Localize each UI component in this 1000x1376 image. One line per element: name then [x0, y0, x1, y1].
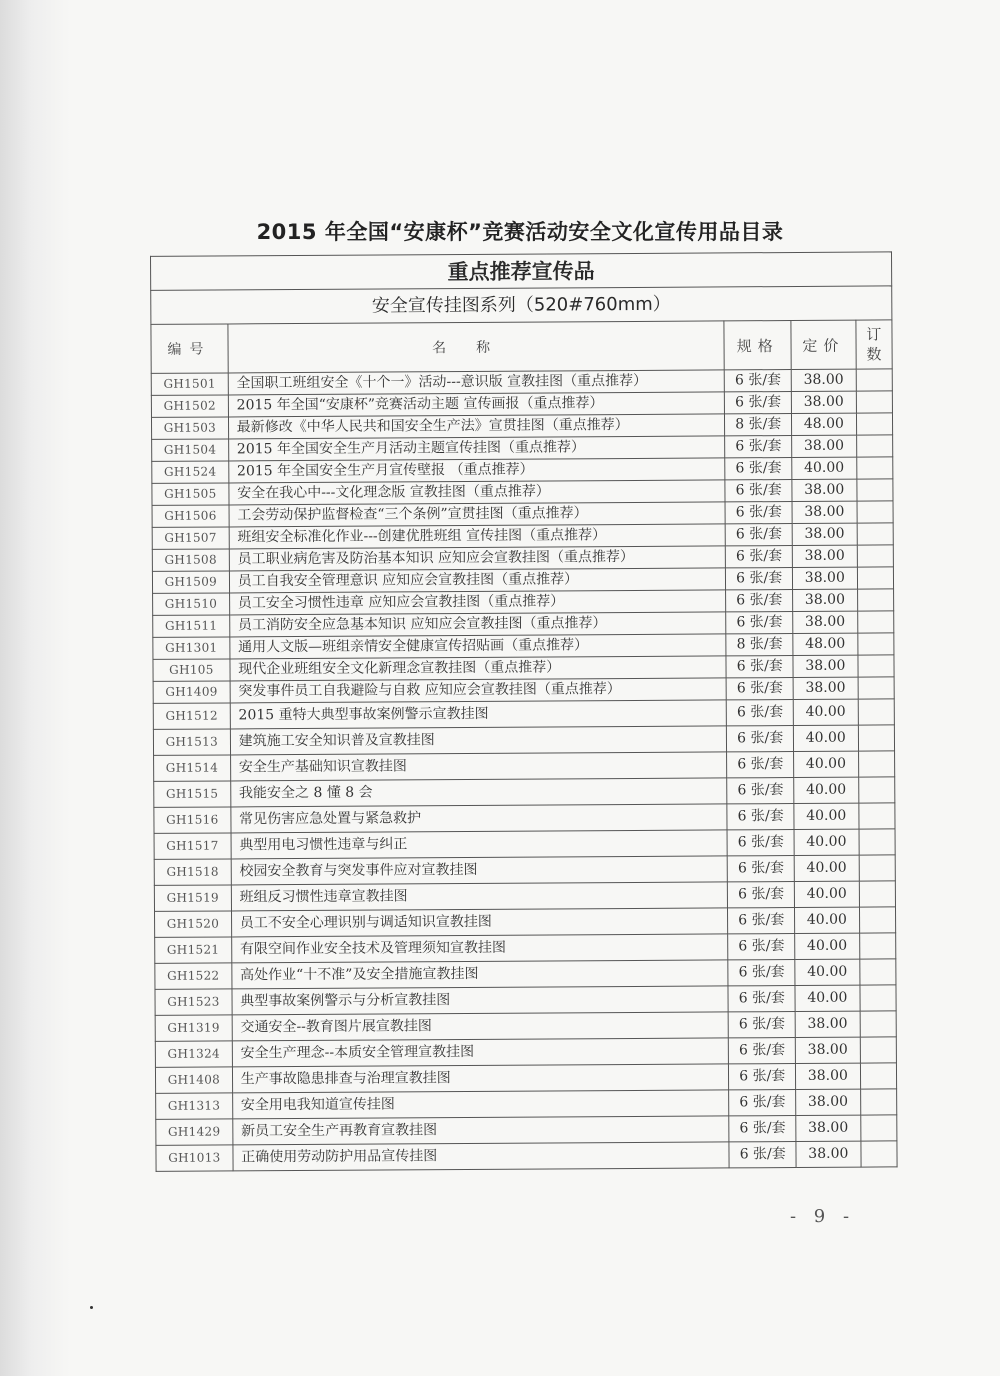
row-qty — [856, 369, 892, 391]
series-title: 安全宣传挂图系列（520#760mm） — [150, 285, 892, 324]
row-code: GH1517 — [154, 833, 231, 859]
row-price: 40.00 — [792, 457, 857, 479]
table-header-row — [151, 320, 892, 374]
row-price: 40.00 — [794, 751, 859, 777]
row-code: GH1513 — [153, 729, 230, 755]
row-qty — [858, 803, 895, 829]
row-name: 班组反习惯性违章宣教挂图 — [231, 882, 728, 911]
row-qty — [857, 479, 893, 501]
row-price: 40.00 — [793, 725, 858, 751]
row-code: GH1408 — [155, 1067, 232, 1093]
row-name: 现代企业班组安全文化新理念宣教挂图（重点推荐） — [230, 656, 727, 681]
row-spec: 6 张/套 — [725, 458, 792, 480]
row-price: 40.00 — [795, 907, 860, 933]
row-code: GH1013 — [156, 1145, 233, 1171]
row-name: 2015 年全国安全生产月活动主题宣传挂图（重点推荐） — [228, 436, 725, 461]
header-price: 定价 — [791, 320, 856, 369]
row-code: GH1507 — [152, 527, 229, 549]
row-price: 38.00 — [792, 523, 857, 545]
row-qty — [859, 907, 896, 933]
row-code: GH1313 — [156, 1093, 233, 1119]
row-qty — [860, 985, 897, 1011]
row-code: GH1524 — [152, 461, 229, 483]
row-name: 最新修改《中华人民共和国安全生产法》宣贯挂图（重点推荐） — [228, 414, 725, 439]
row-spec: 6 张/套 — [728, 856, 795, 882]
row-price: 40.00 — [793, 699, 858, 725]
row-spec: 8 张/套 — [726, 634, 793, 656]
row-price: 38.00 — [792, 501, 857, 523]
row-qty — [859, 959, 896, 985]
scan-speck — [90, 1306, 93, 1309]
row-price: 38.00 — [792, 567, 857, 589]
row-qty — [857, 567, 893, 589]
row-price: 40.00 — [795, 985, 860, 1011]
row-qty — [858, 725, 895, 751]
row-price: 38.00 — [791, 369, 856, 391]
row-spec: 6 张/套 — [727, 804, 794, 830]
row-spec: 6 张/套 — [728, 882, 795, 908]
page-number: - 9 - — [790, 1206, 856, 1227]
header-code: 编号 — [151, 324, 228, 373]
row-spec: 6 张/套 — [726, 656, 793, 678]
scan-edge-shadow — [0, 0, 70, 1376]
header-name: 名称 — [228, 321, 725, 373]
row-name: 正确使用劳动防护用品宣传挂图 — [233, 1142, 730, 1171]
row-code: GH1519 — [154, 885, 231, 911]
row-code: GH1505 — [152, 483, 229, 505]
row-name: 员工自我安全管理意识 应知应会宣教挂图（重点推荐） — [229, 568, 726, 593]
row-price: 38.00 — [796, 1115, 861, 1141]
row-price: 38.00 — [792, 435, 857, 457]
row-qty — [856, 413, 892, 435]
row-qty — [856, 457, 892, 479]
row-code: GH1506 — [152, 505, 229, 527]
header-spec: 规格 — [724, 321, 791, 370]
row-code: GH1512 — [153, 703, 230, 729]
row-qty — [858, 677, 894, 699]
row-spec: 6 张/套 — [726, 546, 793, 568]
row-price: 40.00 — [794, 881, 859, 907]
row-name: 全国职工班组安全《十个一》活动---意识版 宣教挂图（重点推荐） — [228, 370, 725, 395]
row-name: 2015 重特大典型事故案例警示宣教挂图 — [230, 700, 727, 729]
row-qty — [858, 655, 894, 677]
row-name: 安全用电我知道宣传挂图 — [232, 1090, 729, 1119]
row-qty — [856, 435, 892, 457]
row-price: 38.00 — [793, 611, 858, 633]
row-name: 我能安全之 8 懂 8 会 — [230, 778, 727, 807]
row-spec: 6 张/套 — [728, 960, 795, 986]
row-name: 安全在我心中---文化理念版 宣教挂图（重点推荐） — [229, 480, 726, 505]
row-name: 新员工安全生产再教育宣教挂图 — [232, 1116, 729, 1145]
row-spec: 6 张/套 — [725, 392, 792, 414]
row-name: 员工不安全心理识别与调适知识宣教挂图 — [231, 908, 728, 937]
row-spec: 6 张/套 — [728, 986, 795, 1012]
row-spec: 6 张/套 — [727, 726, 794, 752]
row-code: GH1409 — [153, 681, 230, 703]
row-code: GH1501 — [151, 373, 228, 395]
row-code: GH1324 — [155, 1041, 232, 1067]
row-price: 38.00 — [791, 391, 856, 413]
row-spec: 6 张/套 — [726, 568, 793, 590]
row-code: GH1319 — [155, 1015, 232, 1041]
row-qty — [859, 829, 896, 855]
row-price: 40.00 — [794, 803, 859, 829]
row-spec: 6 张/套 — [727, 830, 794, 856]
row-qty — [860, 1115, 897, 1141]
catalog-sheet — [138, 251, 898, 1172]
row-price: 38.00 — [793, 655, 858, 677]
row-qty — [857, 523, 893, 545]
row-code: GH1502 — [151, 395, 228, 417]
row-code: GH1508 — [152, 549, 229, 571]
row-qty — [860, 1063, 897, 1089]
row-name: 员工安全习惯性违章 应知应会宣教挂图（重点推荐） — [229, 590, 726, 615]
row-price: 38.00 — [793, 677, 858, 699]
row-spec: 6 张/套 — [729, 1011, 796, 1037]
row-code: GH1523 — [155, 989, 232, 1015]
row-spec: 6 张/套 — [725, 502, 792, 524]
row-qty — [858, 751, 895, 777]
row-qty — [859, 855, 896, 881]
row-name: 安全生产理念--本质安全管理宣教挂图 — [232, 1038, 729, 1067]
row-qty — [858, 699, 895, 725]
row-code: GH1503 — [151, 417, 228, 439]
row-price: 40.00 — [795, 959, 860, 985]
row-qty — [858, 777, 895, 803]
row-price: 38.00 — [796, 1141, 861, 1167]
row-name: 典型用电习惯性违章与纠正 — [231, 830, 728, 859]
row-spec: 6 张/套 — [726, 524, 793, 546]
row-code: GH1510 — [153, 593, 230, 615]
row-qty — [860, 1089, 897, 1115]
table-body — [151, 369, 897, 1172]
row-code: GH1515 — [154, 781, 231, 807]
row-spec: 6 张/套 — [727, 778, 794, 804]
row-name: 员工消防安全应急基本知识 应知应会宣教挂图（重点推荐） — [229, 612, 726, 637]
row-name: 突发事件员工自我避险与自救 应知应会宣教挂图（重点推荐） — [230, 678, 727, 703]
row-name: 安全生产基础知识宣教挂图 — [230, 752, 727, 781]
row-spec: 6 张/套 — [726, 612, 793, 634]
row-name: 通用人文版—班组亲情安全健康宣传招贴画（重点推荐） — [230, 634, 727, 659]
row-name: 2015 年全国“安康杯”竞赛活动主题 宣传画报（重点推荐） — [228, 392, 725, 417]
row-price: 48.00 — [792, 413, 857, 435]
row-spec: 6 张/套 — [726, 590, 793, 612]
row-spec: 6 张/套 — [725, 480, 792, 502]
row-spec: 6 张/套 — [727, 752, 794, 778]
row-spec: 6 张/套 — [729, 1115, 796, 1141]
row-name: 工会劳动保护监督检查“三个条例”宣贯挂图（重点推荐） — [229, 502, 726, 527]
section-title: 重点推荐宣传品 — [150, 251, 892, 290]
row-price: 38.00 — [792, 545, 857, 567]
row-qty — [860, 1011, 897, 1037]
row-spec: 6 张/套 — [729, 1063, 796, 1089]
row-qty — [860, 1037, 897, 1063]
row-qty — [857, 545, 893, 567]
row-name: 2015 年全国安全生产月宣传壁报 （重点推荐） — [228, 458, 725, 483]
row-code: GH1429 — [156, 1119, 233, 1145]
row-code: GH1516 — [154, 807, 231, 833]
row-code: GH1504 — [152, 439, 229, 461]
row-qty — [859, 933, 896, 959]
row-code: GH1521 — [155, 937, 232, 963]
row-price: 40.00 — [795, 933, 860, 959]
row-spec: 6 张/套 — [729, 1037, 796, 1063]
row-spec: 8 张/套 — [725, 414, 792, 436]
row-price: 38.00 — [796, 1089, 861, 1115]
row-price: 40.00 — [794, 829, 859, 855]
row-qty — [856, 391, 892, 413]
header-qty: 订数 — [856, 320, 893, 369]
row-price: 38.00 — [793, 589, 858, 611]
row-qty — [857, 589, 893, 611]
row-qty — [857, 611, 893, 633]
row-price: 40.00 — [794, 777, 859, 803]
row-code: GH1511 — [153, 615, 230, 637]
row-name: 典型事故案例警示与分析宣教挂图 — [232, 986, 729, 1015]
row-name: 有限空间作业安全技术及管理须知宣教挂图 — [231, 934, 728, 963]
row-code: GH105 — [153, 659, 230, 681]
row-price: 38.00 — [795, 1011, 860, 1037]
row-code: GH1522 — [155, 963, 232, 989]
row-price: 38.00 — [795, 1037, 860, 1063]
row-qty — [859, 881, 896, 907]
row-name: 班组安全标准化作业---创建优胜班组 宣传挂图（重点推荐） — [229, 524, 726, 549]
row-spec: 6 张/套 — [729, 1089, 796, 1115]
row-spec: 6 张/套 — [725, 370, 792, 392]
row-price: 38.00 — [792, 479, 857, 501]
row-code: GH1301 — [153, 637, 230, 659]
row-name: 交通安全--教育图片展宣教挂图 — [232, 1012, 729, 1041]
row-spec: 6 张/套 — [729, 1141, 796, 1167]
row-name: 高处作业“十不准”及安全措施宣教挂图 — [232, 960, 729, 989]
row-code: GH1520 — [155, 911, 232, 937]
row-code: GH1509 — [152, 571, 229, 593]
row-price: 38.00 — [795, 1063, 860, 1089]
row-name: 常见伤害应急处置与紧急救护 — [231, 804, 728, 833]
row-price: 48.00 — [793, 633, 858, 655]
row-qty — [857, 633, 893, 655]
row-name: 建筑施工安全知识普及宣教挂图 — [230, 726, 727, 755]
row-name: 生产事故隐患排查与治理宣教挂图 — [232, 1064, 729, 1093]
row-spec: 6 张/套 — [728, 908, 795, 934]
row-price: 40.00 — [794, 855, 859, 881]
table-row — [156, 1141, 897, 1172]
row-code: GH1518 — [154, 859, 231, 885]
row-spec: 6 张/套 — [726, 678, 793, 700]
row-name: 校园安全教育与突发事件应对宣教挂图 — [231, 856, 728, 885]
row-spec: 6 张/套 — [725, 436, 792, 458]
row-name: 员工职业病危害及防治基本知识 应知应会宣教挂图（重点推荐） — [229, 546, 726, 571]
catalog-table — [150, 319, 897, 1172]
document-title: 2015 年全国“安康杯”竞赛活动安全文化宣传用品目录 — [256, 220, 784, 244]
row-spec: 6 张/套 — [727, 700, 794, 726]
row-qty — [861, 1141, 898, 1167]
row-code: GH1514 — [154, 755, 231, 781]
row-spec: 6 张/套 — [728, 934, 795, 960]
row-qty — [857, 501, 893, 523]
